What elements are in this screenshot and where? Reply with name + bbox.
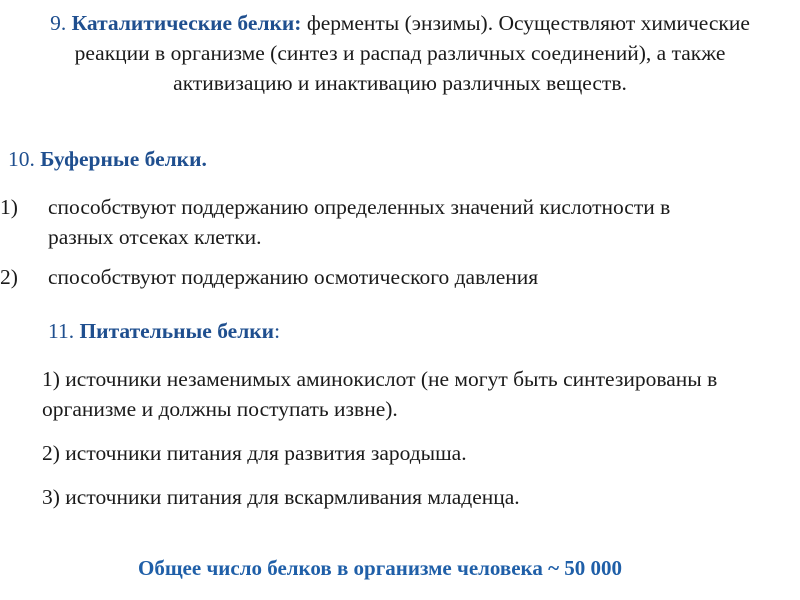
section-11-title: Питательные белки [79, 319, 275, 343]
section-11-heading [48, 316, 280, 346]
section-11-list [42, 364, 722, 526]
section-10-heading [8, 144, 207, 174]
list-item [0, 262, 700, 292]
list-item [0, 192, 700, 252]
section-11-colon: : [274, 319, 281, 343]
list-item: 1) источники незаменимых аминокислот (не могут быть синтезированы в организме и должны поступать извне). [42, 367, 718, 421]
list-item-text: способствуют поддержанию осмотического давления [48, 265, 539, 289]
section-10-list [0, 192, 700, 302]
list-item: 3) источники питания для вскармливания младенца. [42, 485, 520, 509]
section-9-title: Каталитические белки: [71, 11, 302, 35]
total-protein-count: Общее число белков в организме человека ~ 50 000 [137, 556, 623, 580]
section-10-number: 10. [8, 147, 35, 171]
section-9-text: ферменты (энзимы). Осуществляют химические реакции в организме (синтез и распад различных соединений), а также активизацию и инактивацию различных веществ. [74, 11, 750, 95]
list-item: 2) источники питания для развития зародыша. [42, 441, 467, 465]
list-item-marker: 2) [0, 265, 18, 289]
section-10-title: Буферные белки. [40, 147, 207, 171]
section-11-number: 11. [48, 319, 75, 343]
section-9-number: 9. [50, 11, 67, 35]
list-item-marker: 1) [0, 195, 18, 219]
section-9-catalytic-proteins [20, 8, 780, 98]
list-item-text: способствуют поддержанию определенных значений кислотности в разных отсеках клетки. [48, 195, 671, 249]
